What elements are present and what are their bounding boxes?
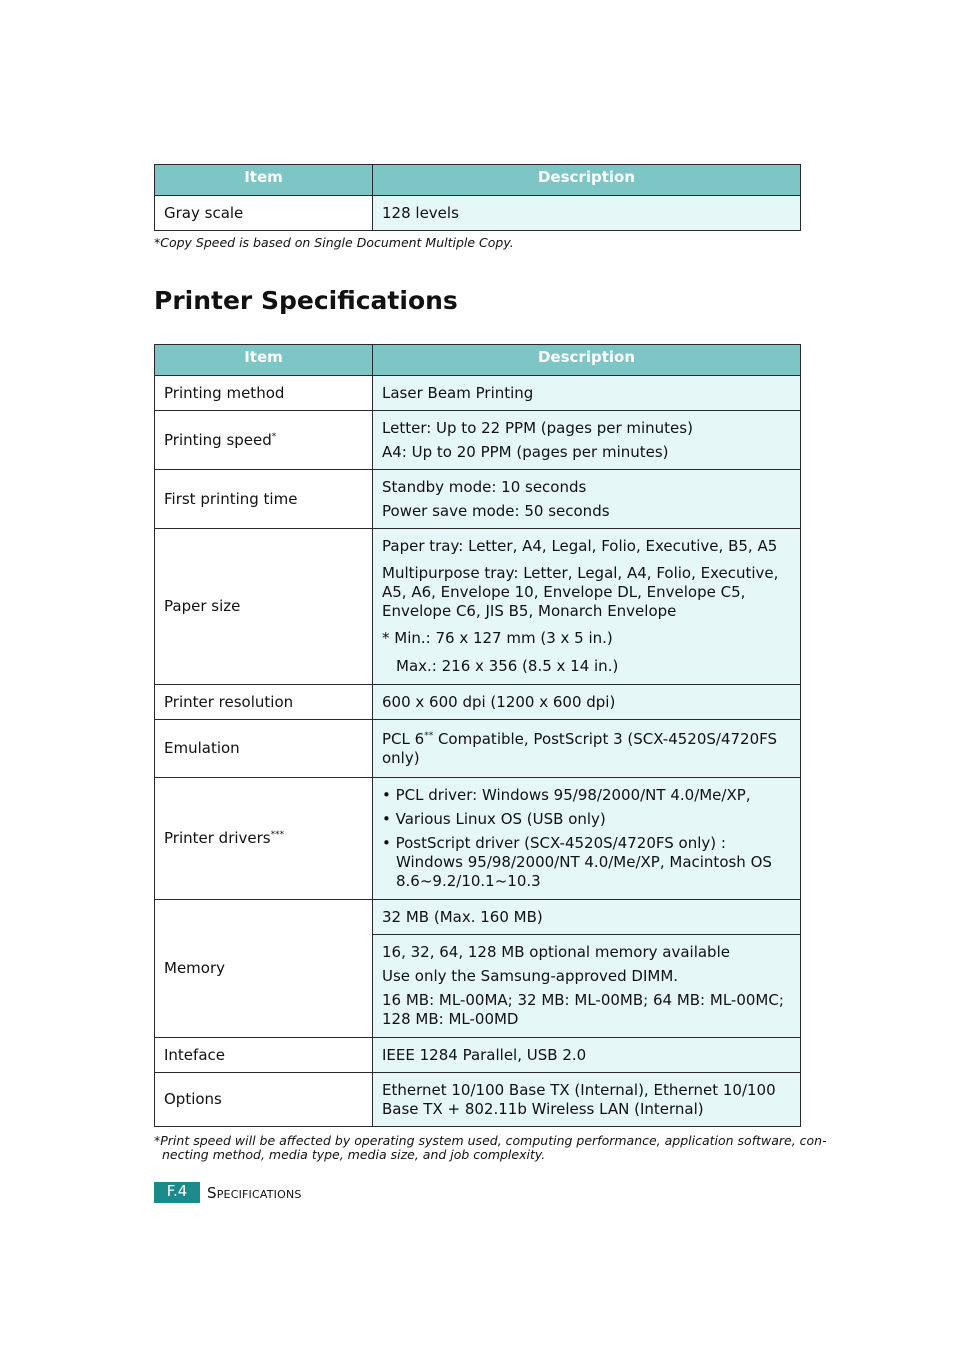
table-printer-specs [154, 344, 801, 1127]
emulation-prefix: PCL 6 [382, 729, 425, 748]
row-item: First printing time [155, 470, 373, 529]
note-line: *Print speed will be affected by operating system used, computing performance, application software, con- [154, 1133, 827, 1148]
row-desc [373, 720, 801, 778]
header-item: Item [155, 165, 373, 196]
desc-line: 16, 32, 64, 128 MB optional memory available [382, 943, 730, 961]
desc-bullet: • PostScript driver (SCX-4520S/4720FS only) : Windows 95/98/2000/NT 4.0/Me/XP, Macintosh OS 8.6~9.2/10.1~10.3 [382, 834, 772, 890]
desc-line: 16 MB: ML-00MA; 32 MB: ML-00MB; 64 MB: ML-00MC; 128 MB: ML-00MD [382, 991, 784, 1028]
desc-line: A4: Up to 20 PPM (pages per minutes) [382, 442, 669, 461]
row-desc [373, 900, 801, 935]
table-row [155, 470, 801, 529]
row-desc [373, 529, 801, 685]
footnote-mark: * [271, 431, 277, 442]
row-item [155, 411, 373, 470]
row-desc [373, 778, 801, 900]
header-item: Item [155, 345, 373, 376]
desc-line: Max.: 216 x 356 (8.5 x 14 in.) [396, 657, 619, 675]
row-desc [373, 411, 801, 470]
table-header-row [155, 165, 801, 196]
desc-line: Paper tray: Letter, A4, Legal, Folio, Executive, B5, A5 [382, 537, 778, 555]
row-desc [373, 470, 801, 529]
desc-line: * Min.: 76 x 127 mm (3 x 5 in.) [382, 629, 613, 647]
emulation-suffix: Compatible, PostScript 3 (SCX-4520S/4720FS only) [382, 729, 778, 767]
desc-bullet: • Various Linux OS (USB only) [382, 810, 606, 828]
table-row [155, 1038, 801, 1073]
row-item-label: Printer drivers [164, 829, 271, 847]
section-title: Specifications [207, 1184, 302, 1202]
table-row [155, 196, 801, 231]
page-title: Printer Specifications [154, 286, 458, 315]
desc-line: Ethernet 10/100 Base TX (Internal), Ethernet 10/100 Base TX + 802.11b Wireless LAN (Internal) [382, 1080, 776, 1118]
row-desc [373, 376, 801, 411]
print-speed-note [154, 1134, 827, 1162]
row-desc [373, 1038, 801, 1073]
desc-line [382, 730, 791, 768]
row-item: Gray scale [155, 196, 373, 231]
table-header-row [155, 345, 801, 376]
table-row [155, 685, 801, 720]
desc-line: Laser Beam Printing [382, 383, 534, 402]
copy-speed-note: *Copy Speed is based on Single Document Multiple Copy. [154, 235, 514, 250]
row-desc [373, 1073, 801, 1127]
row-item: Paper size [155, 529, 373, 685]
footnote-mark: *** [270, 830, 285, 840]
desc-line: Use only the Samsung-approved DIMM. [382, 967, 679, 985]
note-line: necting method, media type, media size, and job complexity. [162, 1147, 546, 1162]
desc-line: 32 MB (Max. 160 MB) [382, 907, 543, 926]
row-item: Memory [155, 900, 373, 1038]
table-row [155, 900, 801, 935]
desc-line: 600 x 600 dpi (1200 x 600 dpi) [382, 692, 616, 711]
table-row [155, 1073, 801, 1127]
table-row [155, 720, 801, 778]
table-copy-specs [154, 164, 801, 231]
desc-line: Letter: Up to 22 PPM (pages per minutes) [382, 418, 693, 437]
table-row [155, 411, 801, 470]
row-desc: 128 levels [373, 196, 801, 231]
row-item: Emulation [155, 720, 373, 778]
row-desc [373, 935, 801, 1038]
desc-line: Multipurpose tray: Letter, Legal, A4, Folio, Executive, A5, A6, Envelope 10, Envelope DL, Envelope C5, Envelope C6, JIS B5, Monarch Envelope [382, 564, 779, 620]
page-number: F.4 [154, 1182, 200, 1203]
table-row [155, 778, 801, 900]
row-item: Options [155, 1073, 373, 1127]
table-row [155, 376, 801, 411]
row-item: Printer resolution [155, 685, 373, 720]
desc-bullet: • PCL driver: Windows 95/98/2000/NT 4.0/Me/XP, [382, 786, 751, 804]
row-desc [373, 685, 801, 720]
table-row [155, 529, 801, 685]
footnote-mark: ** [424, 730, 434, 741]
header-description: Description [373, 345, 801, 376]
row-item [155, 778, 373, 900]
header-description: Description [373, 165, 801, 196]
row-item: Inteface [155, 1038, 373, 1073]
row-item: Printing method [155, 376, 373, 411]
row-item-label: Printing speed [164, 430, 272, 449]
desc-line: IEEE 1284 Parallel, USB 2.0 [382, 1045, 587, 1064]
desc-line: Standby mode: 10 seconds [382, 477, 587, 496]
desc-line: Power save mode: 50 seconds [382, 501, 610, 520]
